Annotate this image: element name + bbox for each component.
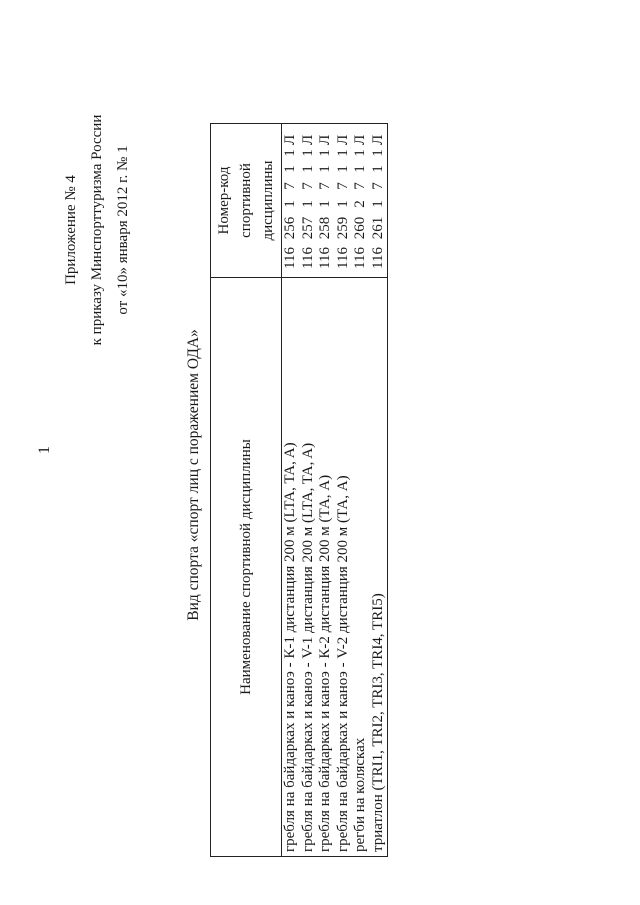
header-code: Номер-код спортивной дисциплины (211, 124, 282, 278)
discipline-name: гребля на байдарках и каноэ - V-2 дистанция 200 м (ТА, А) (335, 278, 353, 857)
page-number: 1 (36, 446, 53, 454)
table-row (370, 124, 388, 857)
table-header-row (211, 124, 282, 857)
discipline-code: 1162602711Л (352, 124, 370, 278)
discipline-code: 1162571711Л (300, 124, 318, 278)
appendix-block (58, 80, 136, 380)
appendix-line-2: к приказу Минспорттуризма России (89, 114, 105, 346)
disciplines-table (210, 123, 388, 857)
table-row (282, 124, 300, 857)
table-row (335, 124, 353, 857)
table-row (317, 124, 335, 857)
appendix-line-3: от «10» января 2012 г. № 1 (115, 145, 131, 315)
discipline-code: 1162591711Л (335, 124, 353, 278)
document-title: Вид спорта «спорт лиц с поражением ОДА» (185, 329, 202, 621)
discipline-name: гребля на байдарках и каноэ - К-2 дистанция 200 м (ТА, А) (317, 278, 335, 857)
discipline-code: 1162561711Л (282, 124, 300, 278)
header-name: Наименование спортивной дисциплины (211, 278, 282, 857)
table-row (300, 124, 318, 857)
appendix-line-1: Приложение № 4 (63, 175, 79, 285)
discipline-name: регби на колясках (352, 278, 370, 857)
discipline-name: гребля на байдарках и каноэ - К-1 дистанция 200 м (LTA, TA, A) (282, 278, 300, 857)
discipline-code: 1162581711Л (317, 124, 335, 278)
discipline-name: триатлон (TRI1, TRI2, TRI3, TRI4, TRI5) (370, 278, 388, 857)
table-row (352, 124, 370, 857)
discipline-code: 1162611711Л (370, 124, 388, 278)
discipline-name: гребля на байдарках и каноэ - V-1 дистанция 200 м (LTA, TA, A) (300, 278, 318, 857)
